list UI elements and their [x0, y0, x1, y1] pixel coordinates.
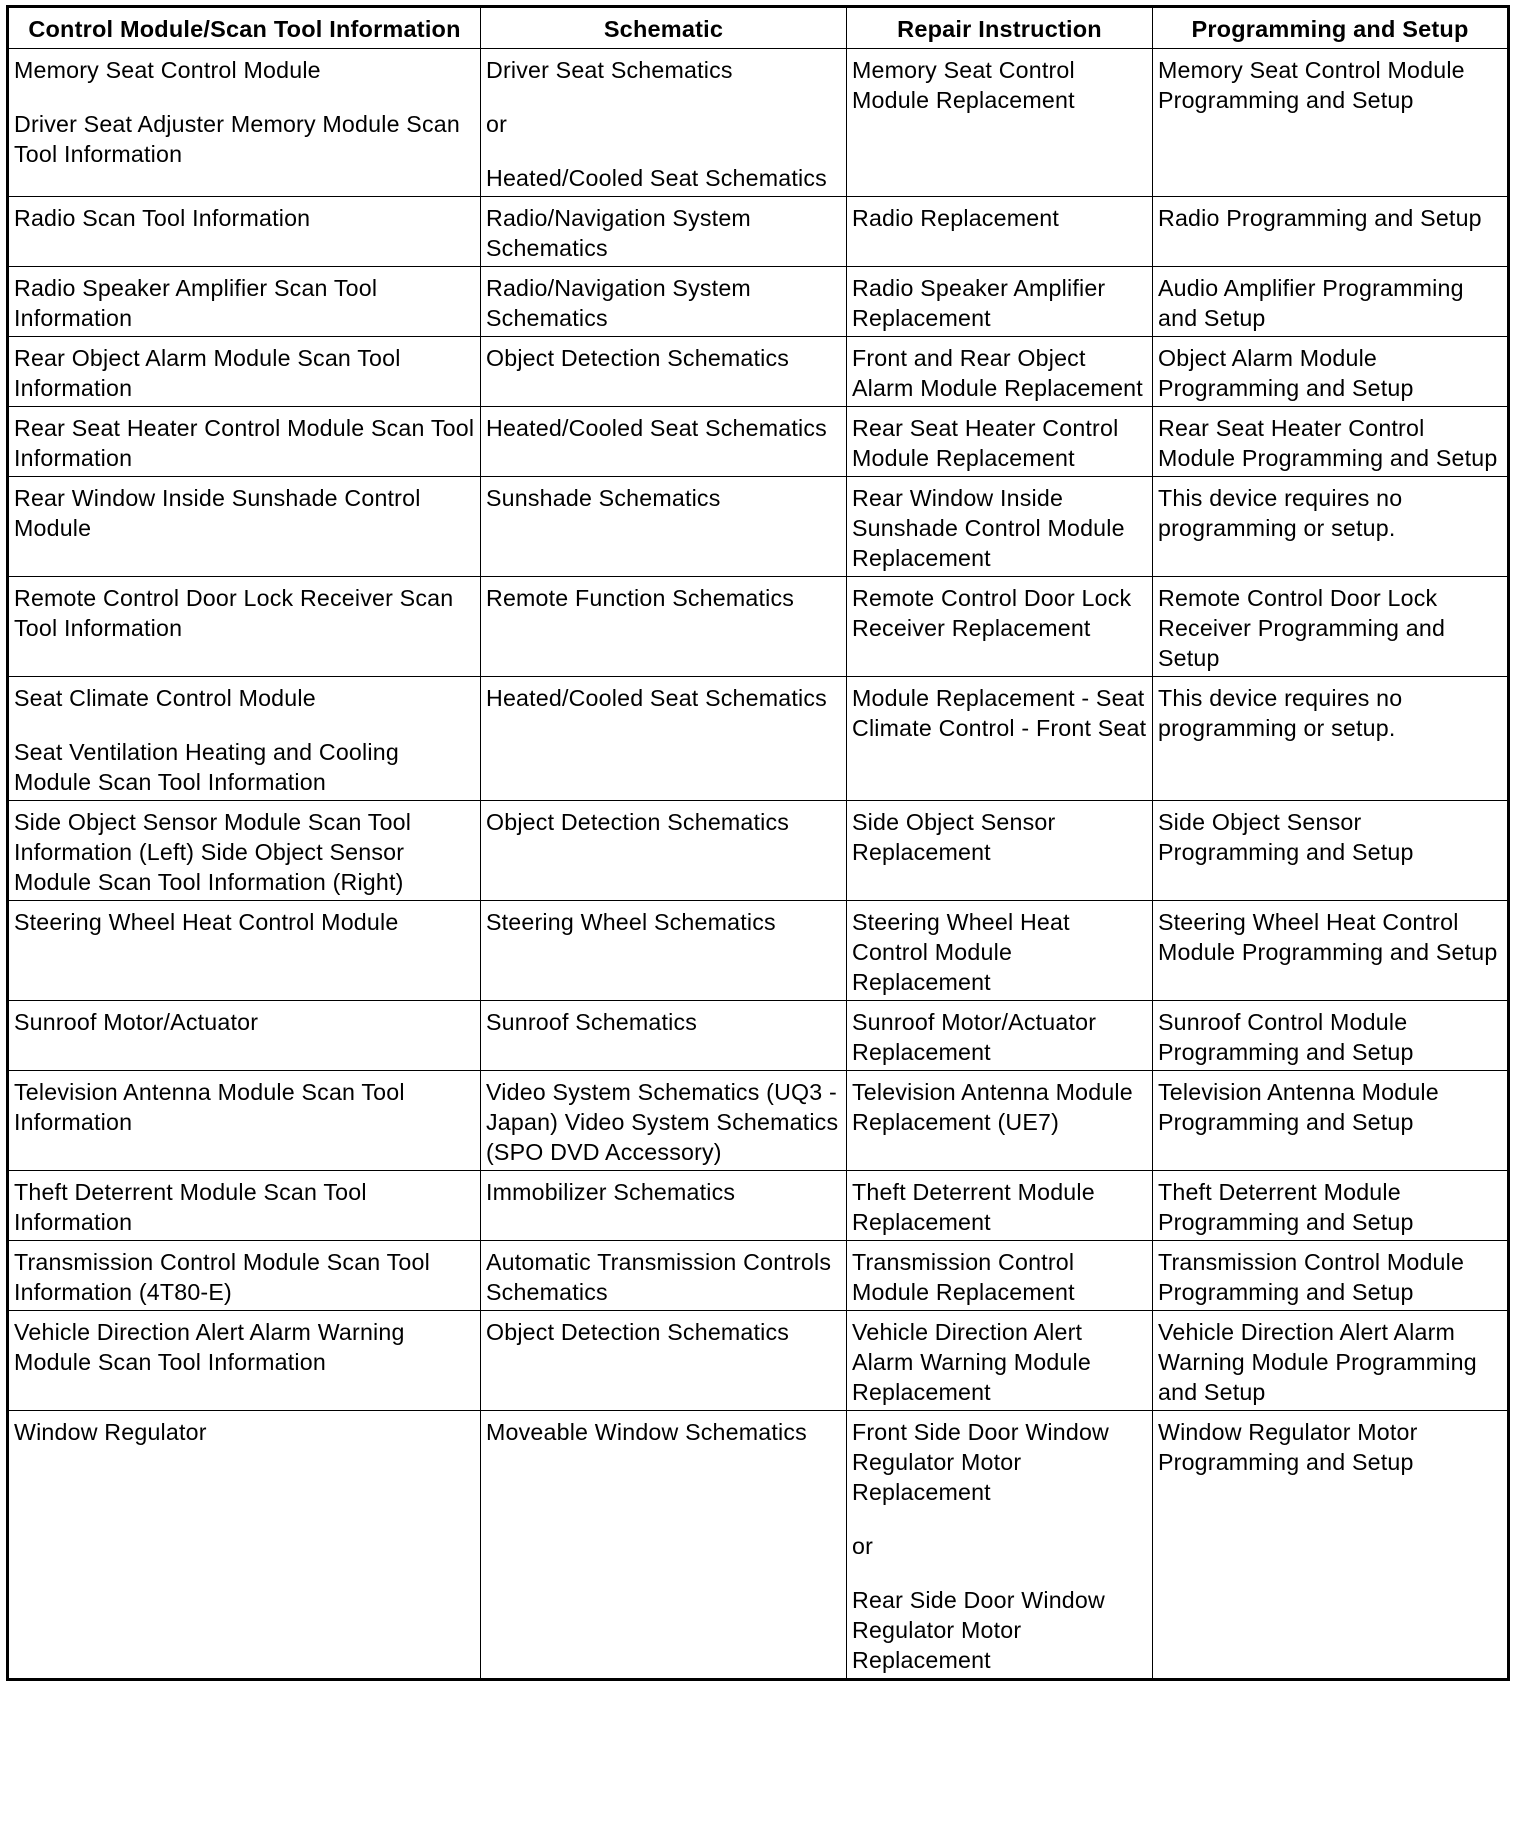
- cell-text: Front and Rear Object Alarm Module Replacement: [852, 345, 1143, 401]
- cell-text: Window Regulator: [14, 1419, 207, 1445]
- programming-setup-cell: [1153, 407, 1509, 477]
- cell-text: Driver Seat Adjuster Memory Module Scan Tool Information: [14, 111, 460, 167]
- schematic-cell: [481, 677, 847, 801]
- module-cell: [8, 677, 481, 801]
- module-cell: [8, 197, 481, 267]
- cell-text: Object Alarm Module Programming and Setup: [1158, 345, 1414, 401]
- cell-text: Memory Seat Control Module Programming and Setup: [1158, 57, 1465, 113]
- cell-text: Rear Seat Heater Control Module Scan Tool Information: [14, 415, 475, 471]
- repair-instruction-cell: [847, 267, 1153, 337]
- table-row: [8, 1411, 1509, 1680]
- repair-instruction-cell: [847, 337, 1153, 407]
- programming-setup-cell: [1153, 1171, 1509, 1241]
- table-row: [8, 577, 1509, 677]
- cell-text: Transmission Control Module Replacement: [852, 1249, 1075, 1305]
- cell-text: Heated/Cooled Seat Schematics: [486, 165, 827, 191]
- cell-text: Heated/Cooled Seat Schematics: [486, 685, 827, 711]
- table-row: [8, 477, 1509, 577]
- module-cell: [8, 477, 481, 577]
- module-cell: [8, 1241, 481, 1311]
- cell-text: Video System Schematics (UQ3 - Japan) Video System Schematics (SPO DVD Accessory): [486, 1079, 839, 1165]
- cell-text: Vehicle Direction Alert Alarm Warning Module Scan Tool Information: [14, 1319, 405, 1375]
- cell-text: Moveable Window Schematics: [486, 1419, 807, 1445]
- schematic-cell: [481, 1241, 847, 1311]
- module-cell: [8, 49, 481, 197]
- table-row: [8, 801, 1509, 901]
- programming-setup-cell: [1153, 477, 1509, 577]
- schematic-cell: [481, 267, 847, 337]
- cell-text: Steering Wheel Heat Control Module: [14, 909, 399, 935]
- cell-text: Audio Amplifier Programming and Setup: [1158, 275, 1464, 331]
- cell-text: Rear Side Door Window Regulator Motor Replacement: [852, 1587, 1105, 1673]
- programming-setup-cell: [1153, 577, 1509, 677]
- module-reference-table-wrapper: [6, 5, 1507, 1681]
- module-cell: [8, 1071, 481, 1171]
- repair-instruction-cell: [847, 1241, 1153, 1311]
- programming-setup-cell: [1153, 267, 1509, 337]
- cell-text: Sunroof Schematics: [486, 1009, 698, 1035]
- repair-instruction-cell: [847, 49, 1153, 197]
- cell-text: Sunshade Schematics: [486, 485, 721, 511]
- schematic-cell: [481, 337, 847, 407]
- programming-setup-cell: [1153, 1411, 1509, 1680]
- module-cell: [8, 337, 481, 407]
- cell-text: Television Antenna Module Replacement (UE7): [852, 1079, 1133, 1135]
- repair-instruction-cell: [847, 577, 1153, 677]
- cell-text: Rear Window Inside Sunshade Control Module Replacement: [852, 485, 1125, 571]
- cell-text: Transmission Control Module Scan Tool Information (4T80-E): [14, 1249, 430, 1305]
- repair-instruction-cell: [847, 407, 1153, 477]
- cell-text: Transmission Control Module Programming and Setup: [1158, 1249, 1465, 1305]
- programming-setup-cell: [1153, 1241, 1509, 1311]
- cell-text: Seat Ventilation Heating and Cooling Module Scan Tool Information: [14, 739, 399, 795]
- cell-text: Theft Deterrent Module Programming and Setup: [1158, 1179, 1414, 1235]
- cell-text: Sunroof Motor/Actuator Replacement: [852, 1009, 1097, 1065]
- programming-setup-cell: [1153, 677, 1509, 801]
- schematic-cell: [481, 1311, 847, 1411]
- header-schematic: Schematic: [481, 7, 847, 49]
- repair-instruction-cell: [847, 901, 1153, 1001]
- schematic-cell: [481, 801, 847, 901]
- table-row: [8, 267, 1509, 337]
- table-row: [8, 1311, 1509, 1411]
- cell-text: Radio Scan Tool Information: [14, 205, 311, 231]
- module-cell: [8, 407, 481, 477]
- cell-text: Radio Speaker Amplifier Scan Tool Information: [14, 275, 378, 331]
- schematic-cell: [481, 407, 847, 477]
- programming-setup-cell: [1153, 197, 1509, 267]
- schematic-cell: [481, 477, 847, 577]
- cell-text: Radio Replacement: [852, 205, 1060, 231]
- schematic-cell: [481, 901, 847, 1001]
- cell-text: Remote Control Door Lock Receiver Scan Tool Information: [14, 585, 454, 641]
- repair-instruction-cell: [847, 677, 1153, 801]
- header-programming-setup: Programming and Setup: [1153, 7, 1509, 49]
- repair-instruction-cell: [847, 1171, 1153, 1241]
- programming-setup-cell: [1153, 337, 1509, 407]
- table-row: [8, 49, 1509, 197]
- cell-text: Memory Seat Control Module: [14, 57, 321, 83]
- cell-text: Radio Speaker Amplifier Replacement: [852, 275, 1106, 331]
- cell-text: Rear Seat Heater Control Module Replacement: [852, 415, 1119, 471]
- programming-setup-cell: [1153, 49, 1509, 197]
- cell-text: Automatic Transmission Controls Schematics: [486, 1249, 832, 1305]
- schematic-cell: [481, 197, 847, 267]
- cell-text: Rear Window Inside Sunshade Control Module: [14, 485, 421, 541]
- cell-text: Remote Control Door Lock Receiver Programming and Setup: [1158, 585, 1446, 671]
- table-row: [8, 1241, 1509, 1311]
- table-row: [8, 1001, 1509, 1071]
- programming-setup-cell: [1153, 1311, 1509, 1411]
- cell-text: Module Replacement - Seat Climate Control - Front Seat: [852, 685, 1147, 741]
- cell-text: Memory Seat Control Module Replacement: [852, 57, 1075, 113]
- module-cell: [8, 1001, 481, 1071]
- table-body: [8, 49, 1509, 1680]
- cell-text: Side Object Sensor Module Scan Tool Information (Left) Side Object Sensor Module Scan Tool Information (Right): [14, 809, 412, 895]
- repair-instruction-cell: [847, 197, 1153, 267]
- cell-text: Vehicle Direction Alert Alarm Warning Module Replacement: [852, 1319, 1091, 1405]
- module-cell: [8, 1311, 481, 1411]
- cell-text: Vehicle Direction Alert Alarm Warning Module Programming and Setup: [1158, 1319, 1477, 1405]
- cell-text: Side Object Sensor Replacement: [852, 809, 1056, 865]
- cell-text: Remote Control Door Lock Receiver Replacement: [852, 585, 1132, 641]
- cell-text: Seat Climate Control Module: [14, 685, 316, 711]
- cell-text: Steering Wheel Heat Control Module Programming and Setup: [1158, 909, 1498, 965]
- cell-text: Television Antenna Module Scan Tool Information: [14, 1079, 405, 1135]
- table-row: [8, 337, 1509, 407]
- cell-text: Radio Programming and Setup: [1158, 205, 1482, 231]
- table-header-row: [8, 7, 1509, 49]
- cell-text: Object Detection Schematics: [486, 809, 790, 835]
- repair-instruction-cell: [847, 477, 1153, 577]
- cell-text: Theft Deterrent Module Replacement: [852, 1179, 1095, 1235]
- header-repair-instruction: Repair Instruction: [847, 7, 1153, 49]
- table-row: [8, 677, 1509, 801]
- cell-text: Television Antenna Module Programming and Setup: [1158, 1079, 1439, 1135]
- module-cell: [8, 1171, 481, 1241]
- programming-setup-cell: [1153, 1071, 1509, 1171]
- repair-instruction-cell: [847, 1001, 1153, 1071]
- table-row: [8, 407, 1509, 477]
- repair-instruction-cell: [847, 801, 1153, 901]
- schematic-cell: [481, 577, 847, 677]
- cell-text: Steering Wheel Schematics: [486, 909, 776, 935]
- repair-instruction-cell: [847, 1411, 1153, 1680]
- cell-text: Front Side Door Window Regulator Motor Replacement: [852, 1419, 1109, 1505]
- repair-instruction-cell: [847, 1311, 1153, 1411]
- table-row: [8, 197, 1509, 267]
- cell-text: Rear Object Alarm Module Scan Tool Information: [14, 345, 401, 401]
- cell-text: Rear Seat Heater Control Module Programming and Setup: [1158, 415, 1498, 471]
- cell-text: Immobilizer Schematics: [486, 1179, 736, 1205]
- cell-text: Theft Deterrent Module Scan Tool Information: [14, 1179, 367, 1235]
- header-control-module: Control Module/Scan Tool Information: [8, 7, 481, 49]
- programming-setup-cell: [1153, 801, 1509, 901]
- table-row: [8, 1171, 1509, 1241]
- cell-text: Heated/Cooled Seat Schematics: [486, 415, 827, 441]
- cell-text: This device requires no programming or setup.: [1158, 485, 1403, 541]
- schematic-cell: [481, 1071, 847, 1171]
- cell-text: This device requires no programming or setup.: [1158, 685, 1403, 741]
- cell-text: Side Object Sensor Programming and Setup: [1158, 809, 1414, 865]
- module-cell: [8, 1411, 481, 1680]
- schematic-cell: [481, 1411, 847, 1680]
- programming-setup-cell: [1153, 901, 1509, 1001]
- programming-setup-cell: [1153, 1001, 1509, 1071]
- schematic-cell: [481, 49, 847, 197]
- module-cell: [8, 577, 481, 677]
- repair-instruction-cell: [847, 1071, 1153, 1171]
- table-row: [8, 1071, 1509, 1171]
- table-row: [8, 901, 1509, 1001]
- cell-text: or: [486, 111, 508, 137]
- cell-text: Radio/Navigation System Schematics: [486, 275, 751, 331]
- cell-text: Steering Wheel Heat Control Module Replacement: [852, 909, 1070, 995]
- cell-text: or: [852, 1533, 874, 1559]
- module-cell: [8, 801, 481, 901]
- cell-text: Window Regulator Motor Programming and Setup: [1158, 1419, 1418, 1475]
- schematic-cell: [481, 1001, 847, 1071]
- cell-text: Object Detection Schematics: [486, 345, 790, 371]
- cell-text: Radio/Navigation System Schematics: [486, 205, 751, 261]
- cell-text: Sunroof Control Module Programming and Setup: [1158, 1009, 1414, 1065]
- module-reference-table: [6, 5, 1510, 1681]
- cell-text: Remote Function Schematics: [486, 585, 795, 611]
- cell-text: Object Detection Schematics: [486, 1319, 790, 1345]
- schematic-cell: [481, 1171, 847, 1241]
- cell-text: Driver Seat Schematics: [486, 57, 733, 83]
- module-cell: [8, 267, 481, 337]
- module-cell: [8, 901, 481, 1001]
- cell-text: Sunroof Motor/Actuator: [14, 1009, 259, 1035]
